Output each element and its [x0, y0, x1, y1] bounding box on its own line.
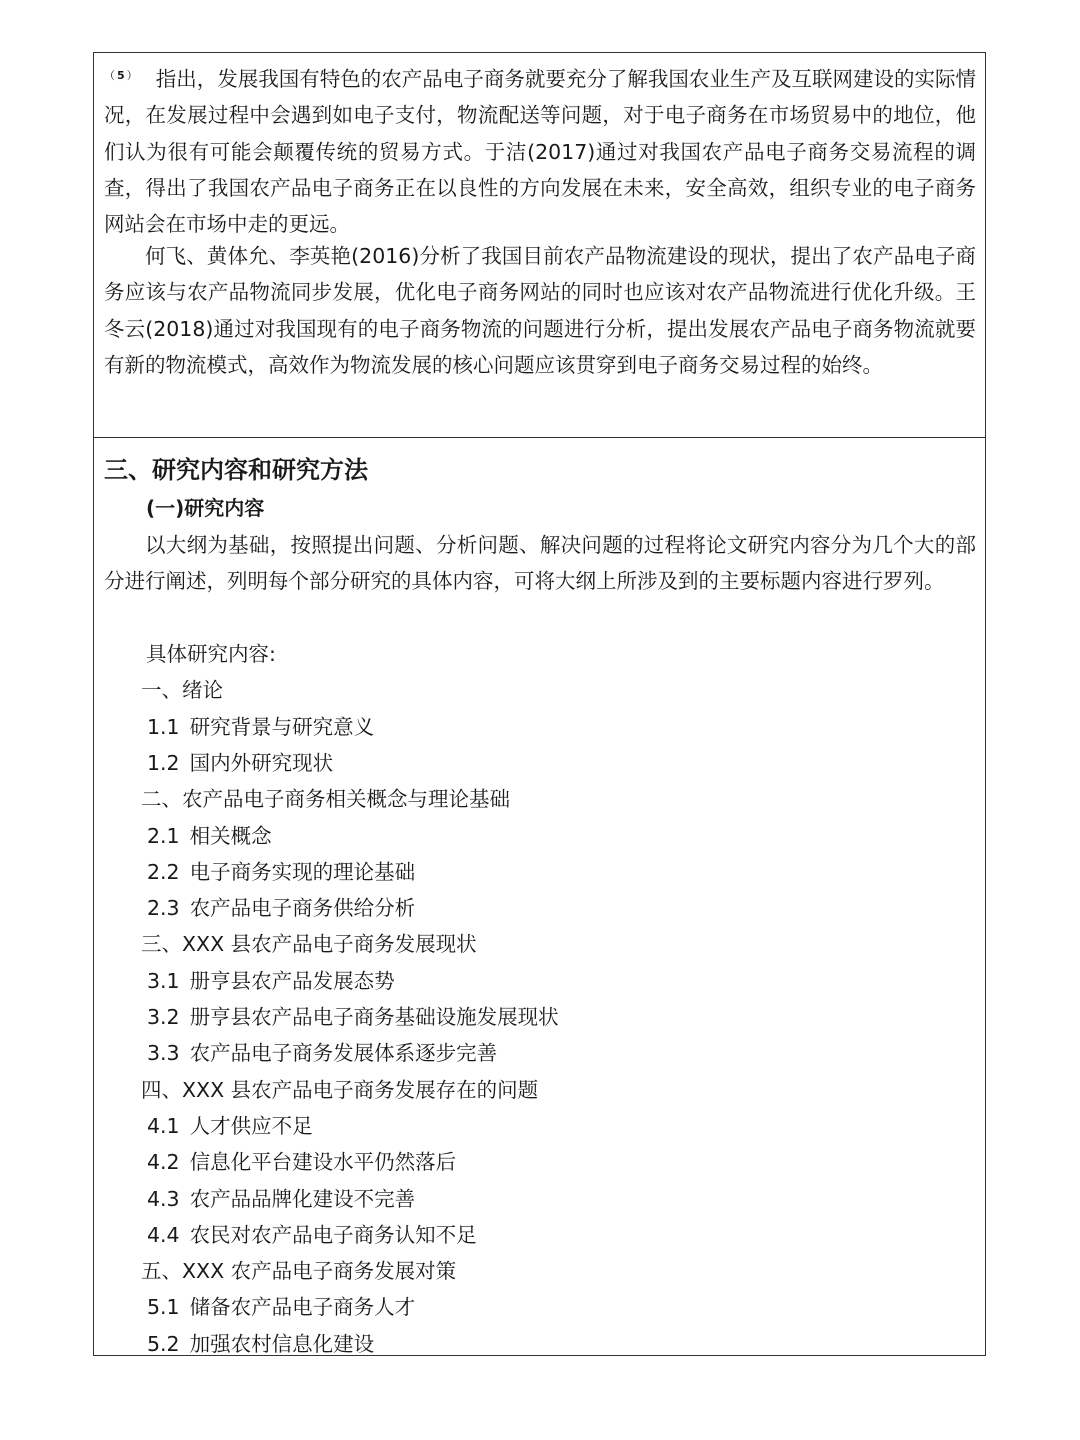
outline-item-text: 信息化平台建设水平仍然落后: [189, 1150, 457, 1175]
outline-item-text: 农产品品牌化建设不完善: [189, 1186, 416, 1211]
outline-section: [147, 1108, 313, 1144]
outline-lead: 具体研究内容:: [146, 642, 276, 666]
outline-section: [147, 1181, 415, 1217]
outline-section-number: 2.1: [147, 823, 180, 848]
outline-chapter: [141, 1072, 538, 1108]
subsection-title: (一)研究内容: [146, 496, 265, 520]
outline-section-number: 3.2: [147, 1005, 180, 1029]
research-content-paragraph: 以大纲为基础，按照提出问题、分析问题、解决问题的过程将论文研究内容分为几个大的部分进行阐述，列明每个部分研究的具体内容，可将大纲上所涉及到的主要标题内容进行罗列。: [104, 533, 976, 594]
outline-section-number: 2.2: [147, 859, 180, 884]
outline-section-number: 1.2: [147, 750, 180, 775]
outline-chapter: [141, 672, 223, 708]
outline-section-number: 4.2: [147, 1150, 180, 1175]
outline-item-text: 研究背景与研究意义: [189, 714, 375, 739]
outline-item-text: 国内外研究现状: [189, 750, 334, 775]
outline-section-number: 5.1: [147, 1295, 180, 1320]
outline-item-text: 电子商务实现的理论基础: [189, 859, 416, 884]
outline-section: [147, 1035, 497, 1071]
literature-paragraph-1-text: 指出，发展我国有特色的农产品电子商务就要充分了解我国农业生产及互联网建设的实际情况，在发展过程中会遇到如电子支付，物流配送等问题，对于电子商务在市场贸易中的地位，他们认为很有可能会颠覆传统的贸易方式。于洁(2017)通过对我国农产品电子商务交易流程的调查，得出了我国农产品电子商务正在以良性的方向发展在未来，安全高效，组织专业的电子商务网站会在市场中走的更远。: [104, 67, 977, 237]
outline-section: [147, 745, 333, 781]
outline-item-text: 四、XXX 县农产品电子商务发展存在的问题: [141, 1077, 539, 1102]
outline-item-text: 五、XXX 农产品电子商务发展对策: [141, 1259, 457, 1284]
outline-item-text: 人才供应不足: [189, 1113, 313, 1138]
outline-item-text: 相关概念: [189, 823, 272, 848]
outline-section-number: 1.1: [147, 714, 180, 739]
outline-section: [147, 818, 272, 854]
outline-chapter: [141, 926, 477, 962]
outline-item-text: 三、XXX 县农产品电子商务发展现状: [141, 932, 477, 957]
outline-item-text: 一、绪论: [141, 678, 223, 703]
literature-paragraph-2: 何飞、黄体允、李英艳(2016)分析了我国目前农产品物流建设的现状，提出了农产品电子商务应该与农产品物流同步发展，优化电子商务网站的同时也应该对农产品物流进行优化升级。王冬云(2018)通过对我国现有的电子商务物流的问题进行分析，提出发展农产品电子商务物流就要有新的物流模式，高效作为物流发展的核心问题应该贯穿到电子商务交易过程的始终。: [104, 244, 976, 377]
outline-section-number: 3.1: [147, 968, 180, 993]
outline-item-text: 册亨县农产品电子商务基础设施发展现状: [189, 1005, 559, 1029]
table-row-divider: [94, 437, 985, 438]
outline-section: [147, 1217, 477, 1253]
section-title: 三、研究内容和研究方法: [104, 456, 368, 484]
outline-section: [147, 1326, 374, 1362]
citation-mark: （5）: [104, 69, 140, 82]
outline-item-text: 储备农产品电子商务人才: [189, 1295, 416, 1320]
outline-section: [147, 999, 559, 1035]
outline-chapter: [141, 781, 510, 817]
outline-item-text: 加强农村信息化建设: [189, 1331, 375, 1356]
literature-paragraph-1: [104, 58, 976, 242]
outline-section-number: 2.3: [147, 896, 180, 921]
outline-section-number: 5.2: [147, 1331, 180, 1356]
outline-section: [147, 963, 395, 999]
outline-section: [147, 854, 415, 890]
outline-section: [147, 709, 374, 745]
outline-section-number: 3.3: [147, 1041, 180, 1066]
outline-section-number: 4.4: [147, 1222, 180, 1247]
outline-section: [147, 1289, 415, 1325]
outline-section: [147, 890, 415, 926]
outline-section-number: 4.3: [147, 1186, 180, 1211]
outline-section-number: 4.1: [147, 1113, 180, 1138]
outline-item-text: 农产品电子商务供给分析: [189, 896, 416, 921]
outline-item-text: 册亨县农产品发展态势: [189, 968, 395, 993]
outline-section: [147, 1144, 456, 1180]
outline-item-text: 农民对农产品电子商务认知不足: [189, 1222, 477, 1247]
outline-item-text: 农产品电子商务发展体系逐步完善: [189, 1041, 498, 1066]
outline-item-text: 二、农产品电子商务相关概念与理论基础: [141, 787, 510, 812]
outline-chapter: [141, 1253, 456, 1289]
